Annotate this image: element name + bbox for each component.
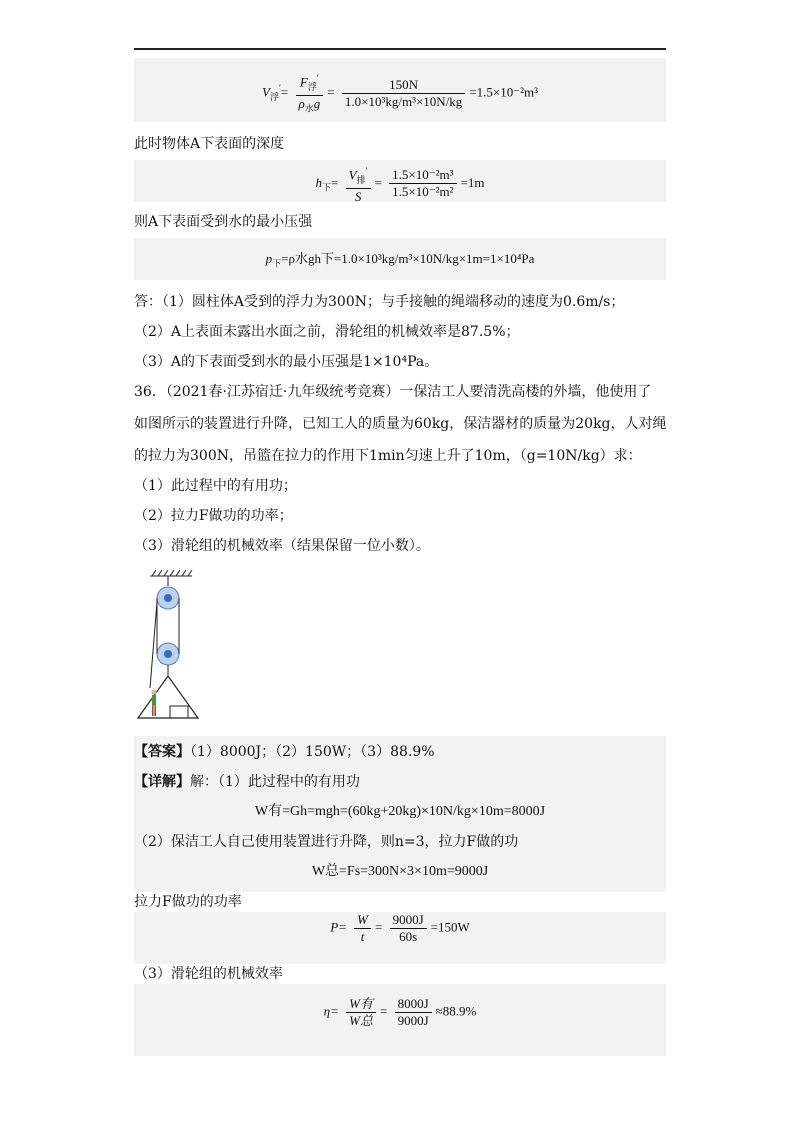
eq1-num: 150N — [342, 77, 465, 94]
worker — [152, 690, 157, 717]
question-line-2: 如图所示的装置进行升降，已知工人的质量为60kg，保洁器材的质量为20kg，人对绳 — [134, 416, 667, 432]
rope — [150, 598, 179, 688]
eq2-frac-numeric — [389, 167, 456, 200]
basket-frame — [138, 676, 198, 718]
eq-total-work: W总=Fs=300N×3×10m=9000J — [311, 864, 489, 879]
eq-power-num1: W — [357, 912, 369, 927]
prev-answer-1: 答：（1）圆柱体A受到的浮力为300N；与手接触的绳端移动的速度为0.6m/s； — [134, 294, 625, 310]
eq2-num-prime: ′ — [365, 166, 368, 176]
eq-power-result: =150W — [430, 919, 470, 935]
eq1-result: =1.5×10⁻²m³ — [469, 84, 538, 100]
eq1-frac-numeric — [342, 77, 465, 110]
eq-eta-frac-symbolic — [346, 996, 376, 1029]
eq-power-lhs: P= — [330, 919, 347, 935]
header-rule — [134, 48, 666, 50]
eq-eta-frac-numeric — [395, 996, 432, 1029]
depth-line: 此时物体A下表面的深度 — [134, 136, 285, 152]
eq1-den-rho: ρ — [298, 95, 305, 111]
eq1-lhs: V — [261, 84, 270, 100]
question-part-3: （3）滑轮组的机械效率（结果保留一位小数）。 — [134, 538, 430, 554]
answer-text: （1）8000J；（2）150W；（3）88.9% — [190, 744, 435, 760]
eq2-lhs: h — [315, 174, 323, 190]
eq1-den-g: g — [313, 95, 321, 111]
question-part-2: （2）拉力F做功的功率； — [134, 508, 293, 524]
eq-power-den1: t — [360, 929, 365, 944]
eq-power-num2: 9000J — [390, 912, 427, 929]
eq2-den: 1.5×10⁻²m² — [392, 184, 454, 200]
equation-box-depth: $h_下=$ $\frac{V_排'}{S}$ = $\frac{\text{1.5×10⁻²m³}}{\text{1.5×10⁻²m²}}$ =1m — [134, 160, 666, 202]
eq2-frac-symbolic — [346, 163, 371, 205]
eq2-result: =1m — [460, 174, 485, 190]
eq1-lhs-prime: ′ — [278, 82, 281, 93]
question-part-1: （1）此过程中的有用功； — [134, 478, 297, 494]
eq1-num-f: F — [299, 74, 308, 90]
detail-line-2: （2）保洁工人自己使用装置进行升降，则n=3，拉力F做的功 — [134, 834, 519, 850]
question-line-3: 的拉力为300N，吊篮在拉力的作用下1min匀速上升了10m，（g=10N/kg）求： — [134, 448, 642, 464]
eq-eta-num2: 8000J — [395, 996, 432, 1013]
eq-useful-work: W有=Gh=mgh=(60kg+20kg)×10N/kg×10m=8000J — [254, 804, 546, 819]
eq-eta-num1: W有 — [349, 996, 373, 1011]
prev-answer-2: （2）A上表面未露出水面之前，滑轮组的机械效率是87.5%； — [134, 324, 520, 340]
eq2-num-v-sub: 排 — [356, 174, 366, 185]
detail-text-1: 解：（1）此过程中的有用功 — [190, 774, 360, 790]
equation-box-volume: $V_浮'=$ $\frac{F_浮'}{\rho_水g}$ = $\frac{150N}{\text{1.0×10³kg/m³×10N/kg}}$ =1.5×10⁻²m³ — [134, 58, 666, 122]
eq2-num: 1.5×10⁻²m³ — [389, 167, 456, 184]
equation-box-pressure — [134, 238, 666, 280]
eq1-den-rho-sub: 水 — [304, 103, 314, 114]
detail-line-4: （3）滑轮组的机械效率 — [134, 964, 666, 984]
eq1-frac-symbolic — [296, 70, 324, 117]
answer-label: 【答案】 — [134, 744, 190, 760]
prev-answer-3: （3）A的下表面受到水的最小压强是1×10⁴Pa。 — [134, 354, 439, 370]
eq-power: P= $\frac{W}{t}$ = $\frac{9000J}{60s}$ =150W — [330, 912, 470, 944]
cleaning-equipment — [170, 706, 188, 718]
eq-power-den2: 60s — [399, 929, 418, 944]
eq-power-frac-numeric — [390, 912, 427, 945]
eq2-den-s: S — [354, 188, 362, 204]
eq3-p-sub: 下 — [272, 258, 282, 269]
eq-eta-lhs: η= — [323, 1003, 339, 1019]
eq2-num-v: V — [348, 167, 357, 183]
eq-eta-den2: 9000J — [397, 1013, 429, 1028]
eq-eta-result: ≈88.9% — [435, 1003, 477, 1019]
detail-line-1 — [134, 772, 360, 792]
eq-power-frac-symbolic — [354, 912, 371, 945]
detail-line-3: 拉力F做功的功率 — [134, 892, 666, 912]
answer-line — [134, 742, 435, 762]
ceiling-hatch — [150, 570, 192, 576]
eq3-rest: =ρ水gh下=1.0×10³kg/m³×10N/kg×1m=1×10⁴Pa — [281, 251, 535, 266]
eq1-den: 1.0×10³kg/m³×10N/kg — [344, 93, 463, 109]
detail-label: 【详解】 — [134, 774, 190, 790]
eq2-lhs-sub: 下 — [322, 182, 332, 193]
eq1-num-f-sub: 浮 — [307, 81, 317, 92]
eq-efficiency: η= $\frac{\text{W有}}{\text{W总}}$ = $\frac{8000J}{9000J}$ ≈88.9% — [323, 996, 477, 1028]
question-line-1: 36．（2021春·江苏宿迁·九年级统考竞赛）一保洁工人要清洗高楼的外墙，他使用了 — [134, 384, 652, 400]
eq1-num-prime: ′ — [316, 73, 319, 83]
pressure-line: 则A下表面受到水的最小压强 — [134, 214, 313, 230]
pulley-figure — [134, 568, 214, 724]
eq1-lhs-sub: 浮 — [269, 91, 279, 102]
eq3-p: p — [265, 251, 273, 266]
eq-eta-den1: W总 — [349, 1013, 373, 1028]
